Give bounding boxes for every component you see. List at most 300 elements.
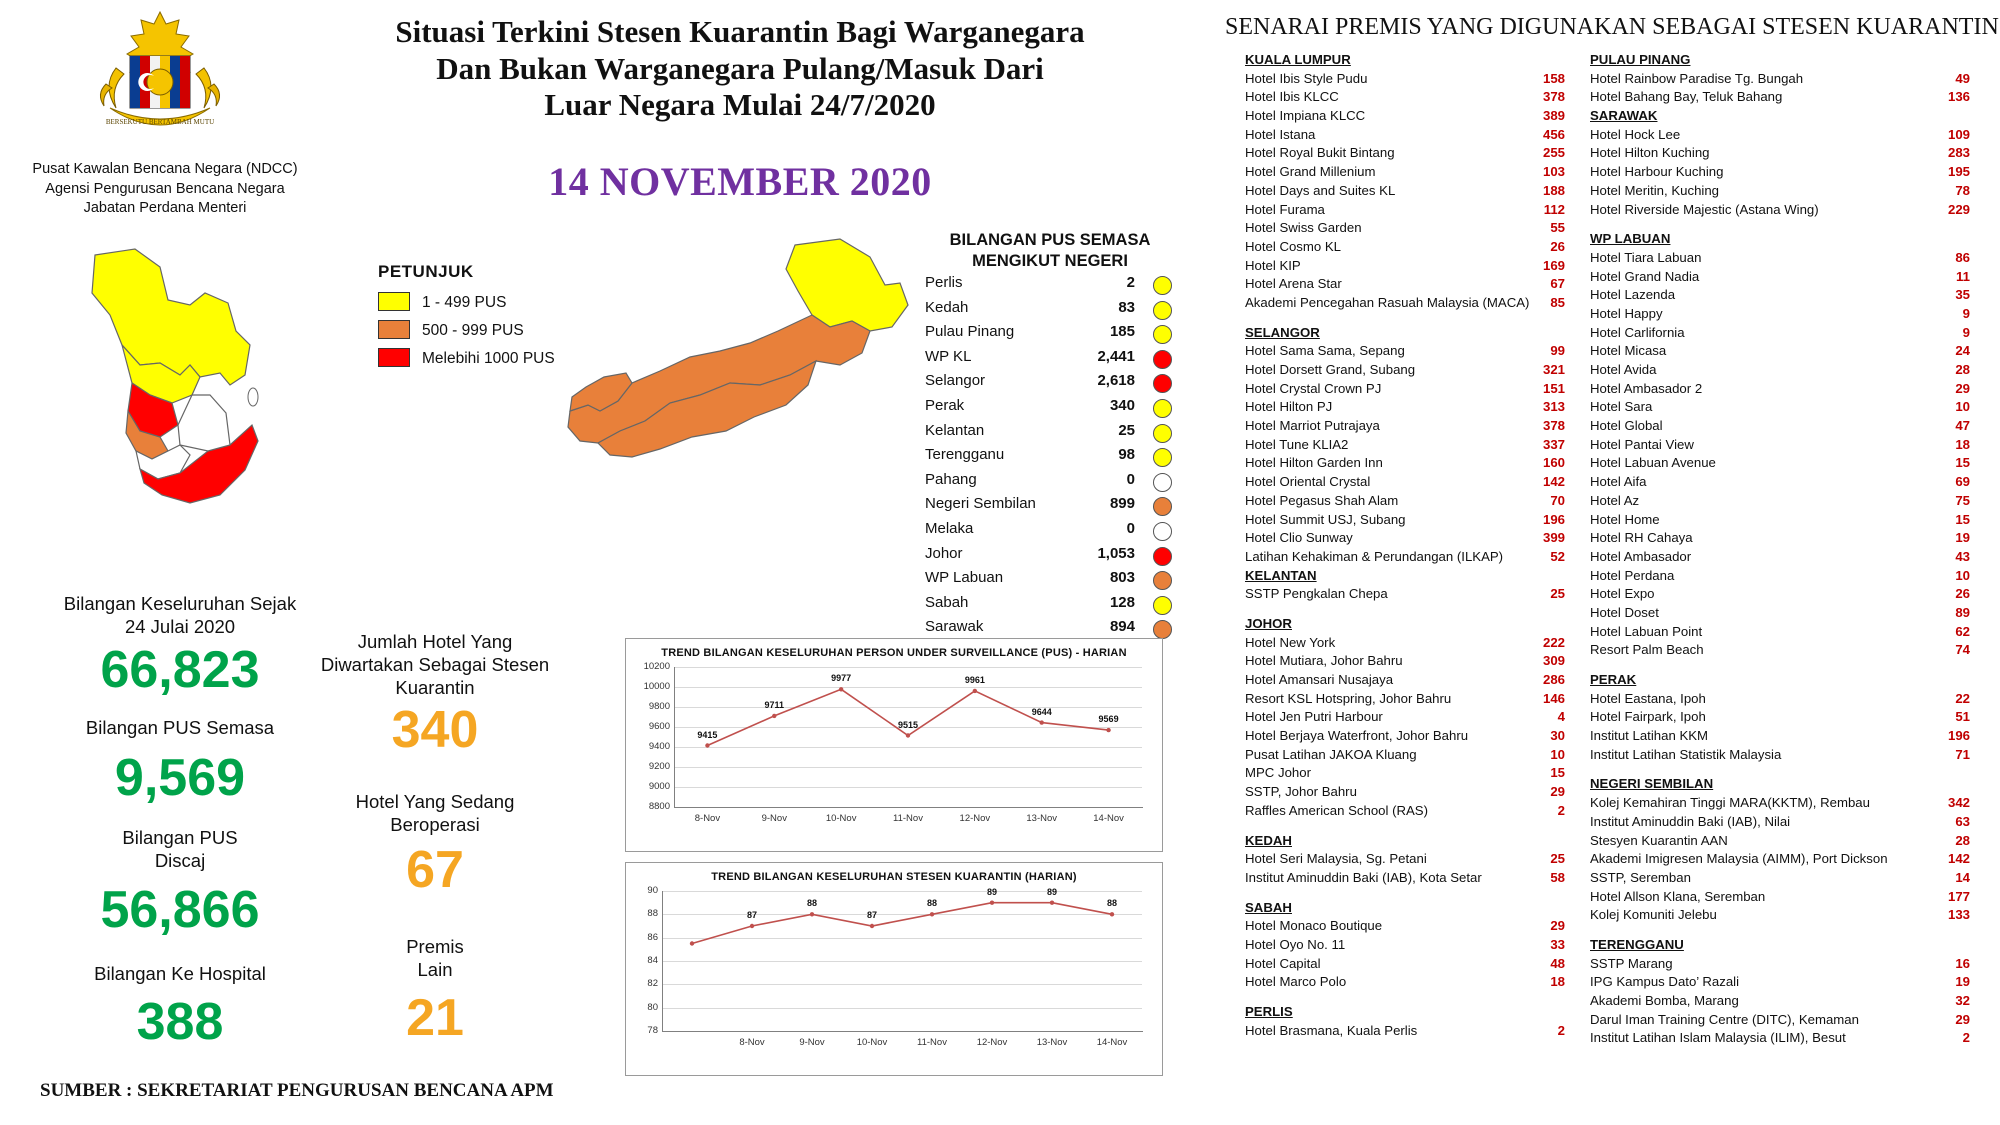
premises-name: Hotel Berjaya Waterfront, Johor Bahru — [1245, 728, 1469, 744]
chart-y-tick: 10200 — [643, 661, 670, 672]
chart-x-tick: 12-Nov — [976, 1037, 1008, 1048]
premises-count: 89 — [1955, 604, 1970, 620]
premises-row — [1590, 993, 1980, 1012]
premises-count: 222 — [1542, 634, 1565, 650]
premises-name: Hotel Impiana KLCC — [1245, 108, 1366, 124]
premises-count: 286 — [1542, 672, 1565, 687]
premises-row — [1590, 287, 1980, 306]
premises-name: Hotel Summit USJ, Subang — [1245, 511, 1406, 527]
premises-count: 399 — [1542, 530, 1565, 546]
pus-state-row — [925, 444, 1185, 469]
legend-label-2: Melebihi 1000 PUS — [422, 350, 555, 367]
premises-row — [1245, 71, 1575, 90]
premises-name: Kolej Komuniti Jelebu — [1590, 907, 1717, 923]
pus-state-value: 2,441 — [1097, 347, 1135, 365]
hotel-stat-label-0: Jumlah Hotel Yang Diwartakan Sebagai Stesen Kuarantin — [320, 631, 550, 699]
legend-label-0: 1 - 499 PUS — [422, 294, 507, 311]
premises-name: Hotel Az — [1590, 492, 1640, 508]
premises-row — [1590, 89, 1980, 108]
premises-count: 177 — [1947, 888, 1970, 904]
legend-swatch-0 — [378, 292, 410, 311]
pus-state-value: 0 — [1126, 519, 1135, 537]
premises-count: 22 — [1955, 690, 1970, 706]
premises-name: Institut Latihan Islam Malaysia (ILIM), Besut — [1590, 1030, 1846, 1046]
premises-row — [1590, 269, 1980, 288]
premises-count: 18 — [1550, 974, 1565, 990]
premises-count: 62 — [1955, 623, 1970, 639]
pus-title-line-1: BILANGAN PUS SEMASA — [949, 231, 1151, 249]
legend-swatch-1 — [378, 320, 410, 339]
premises-row — [1245, 220, 1575, 239]
premises-row — [1590, 381, 1980, 400]
pus-state-name: Pulau Pinang — [925, 323, 1015, 341]
premises-row — [1590, 71, 1980, 90]
premises-count: 48 — [1550, 955, 1565, 971]
premises-state-header: NEGERI SEMBILAN — [1590, 776, 1714, 792]
pus-by-state-table — [925, 272, 1185, 641]
legend-item-0 — [378, 292, 506, 313]
premises-count: 11 — [1956, 268, 1970, 284]
spacer — [1590, 765, 1980, 776]
chart1-title: TREND BILANGAN KESELURUHAN PERSON UNDER SURVEILLANCE (PUS) - HARIAN — [661, 647, 1127, 659]
stat-value-3: 388 — [136, 993, 224, 1051]
org-line-2: Agensi Pengurusan Bencana Negara — [45, 180, 285, 197]
pus-state-row — [925, 297, 1185, 322]
chart-point-label: 88 — [806, 898, 817, 909]
premises-name: SSTP, Johor Bahru — [1245, 784, 1357, 800]
premises-row — [1245, 362, 1575, 381]
premises-name: Hotel Perdana — [1590, 567, 1675, 583]
premises-row — [1590, 343, 1980, 362]
premises-row — [1590, 127, 1980, 146]
chart-x-tick: 11-Nov — [917, 1037, 947, 1048]
premises-row — [1590, 202, 1980, 221]
premises-row — [1245, 437, 1575, 456]
pus-state-name: Terengganu — [925, 446, 1005, 464]
premises-row — [1245, 974, 1575, 993]
premises-row — [1590, 747, 1980, 766]
premises-state-header: SABAH — [1245, 899, 1292, 915]
premises-count: 151 — [1542, 380, 1565, 396]
pus-state-color-dot — [1153, 596, 1172, 615]
pus-state-row — [925, 370, 1185, 395]
premises-row — [1590, 530, 1980, 549]
premises-row — [1245, 672, 1575, 691]
chart-x-tick: 14-Nov — [1096, 1037, 1128, 1048]
premises-count: 70 — [1550, 492, 1565, 508]
legend-swatch-2 — [378, 348, 410, 367]
premises-state-header: PERLIS — [1245, 1004, 1293, 1019]
pus-state-color-dot — [1153, 350, 1172, 369]
pus-state-value: 803 — [1109, 569, 1135, 587]
premises-count: 10 — [1955, 399, 1970, 415]
hotel-stat-value-2: 21 — [406, 989, 464, 1047]
pus-state-row — [925, 420, 1185, 445]
premises-name: Hotel Clio Sunway — [1245, 530, 1353, 546]
chart-x-tick: 10-Nov — [856, 1037, 888, 1048]
stat-label-0: Bilangan Keseluruhan Sejak 24 Julai 2020 — [63, 593, 297, 638]
pus-state-row — [925, 543, 1185, 568]
pus-state-name: Johor — [925, 544, 963, 562]
premises-row — [1590, 624, 1980, 643]
chart-x-tick: 11-Nov — [893, 813, 923, 824]
pus-state-value: 894 — [1109, 618, 1135, 636]
premises-count: 28 — [1955, 362, 1970, 377]
premises-row — [1245, 937, 1575, 956]
pus-state-color-dot — [1153, 571, 1172, 590]
borneo-map — [540, 235, 960, 555]
premises-name: Hotel Happy — [1590, 305, 1663, 321]
premises-name: Hotel Ibis KLCC — [1245, 89, 1339, 105]
premises-count: 29 — [1955, 380, 1970, 396]
premises-name: Hotel Hock Lee — [1590, 126, 1681, 142]
premises-row — [1245, 343, 1575, 362]
chart-y-tick: 90 — [647, 885, 658, 896]
pus-state-value: 899 — [1109, 495, 1135, 513]
premises-row — [1245, 183, 1575, 202]
premises-count: 142 — [1542, 474, 1565, 490]
premises-count: 15 — [1955, 455, 1970, 471]
chart-x-tick: 14-Nov — [1093, 813, 1124, 824]
stat-value-0: 66,823 — [100, 641, 260, 699]
chart-y-tick: 9000 — [648, 781, 670, 792]
premises-count: 99 — [1550, 343, 1565, 359]
premises-name: Hotel Capital — [1245, 955, 1321, 971]
premises-row — [1590, 814, 1980, 833]
premises-name: Hotel Sama Sama, Sepang — [1245, 343, 1405, 359]
premises-row — [1245, 586, 1575, 605]
chart-y-tick: 9600 — [648, 721, 670, 732]
premises-name: Institut Aminuddin Baki (IAB), Kota Setar — [1245, 869, 1482, 885]
premises-count: 55 — [1550, 220, 1565, 236]
pus-state-value: 2,618 — [1097, 372, 1135, 390]
premises-row — [1590, 1030, 1980, 1049]
pus-state-value: 25 — [1118, 421, 1135, 439]
premises-count: 9 — [1962, 305, 1970, 321]
premises-count: 9 — [1962, 324, 1970, 340]
premises-state-header: KEDAH — [1245, 832, 1292, 848]
chart-x-tick: 9-Nov — [761, 813, 787, 824]
chart-x-tick: 12-Nov — [959, 813, 991, 824]
premises-row — [1590, 1012, 1980, 1031]
legend-title: PETUNJUK — [378, 262, 474, 281]
legend-item-1 — [378, 320, 524, 341]
premises-count: 136 — [1947, 89, 1970, 105]
premises-count: 456 — [1542, 126, 1565, 142]
premises-name: Akademi Pencegahan Rasuah Malaysia (MACA) — [1245, 294, 1530, 310]
source-text: SUMBER : SEKRETARIAT PENGURUSAN BENCANA APM — [40, 1080, 554, 1101]
premises-name: Hotel Arena Star — [1245, 276, 1342, 292]
premises-row — [1590, 418, 1980, 437]
premises-name: Hotel Mutiara, Johor Bahru — [1245, 653, 1403, 669]
premises-row — [1245, 474, 1575, 493]
premises-name: Hotel Hilton Kuching — [1590, 145, 1710, 161]
pus-state-value: 98 — [1118, 446, 1135, 464]
pus-state-value: 83 — [1118, 298, 1135, 316]
premises-name: Hotel Doset — [1590, 604, 1659, 620]
premises-row — [1590, 728, 1980, 747]
pus-state-name: Melaka — [925, 519, 974, 537]
premises-row — [1590, 455, 1980, 474]
pus-state-name: Negeri Sembilan — [925, 495, 1036, 513]
premises-count: 2 — [1557, 802, 1565, 818]
premises-count: 33 — [1550, 936, 1565, 952]
premises-count: 29 — [1550, 918, 1565, 934]
chart-stesen-harian — [625, 862, 1163, 1076]
chart-point-label: 88 — [926, 898, 937, 909]
premises-name: Resort KSL Hotspring, Johor Bahru — [1245, 690, 1452, 706]
premises-count: 69 — [1955, 474, 1970, 490]
premises-row — [1590, 889, 1980, 908]
premises-row — [1590, 795, 1980, 814]
premises-name: Hotel Carlifornia — [1590, 324, 1685, 340]
premises-count: 15 — [1955, 511, 1970, 527]
premises-row — [1590, 907, 1980, 926]
premises-row — [1590, 956, 1980, 975]
pus-state-name: Perak — [925, 396, 965, 414]
premises-row — [1245, 709, 1575, 728]
premises-name: SSTP Marang — [1590, 955, 1673, 971]
premises-name: Hotel Marco Polo — [1245, 974, 1347, 990]
premises-state-header: SELANGOR — [1245, 324, 1320, 340]
premises-count: 313 — [1542, 399, 1565, 415]
pus-state-color-dot — [1153, 325, 1172, 344]
premises-name: Hotel Sara — [1590, 399, 1653, 415]
premises-name: Stesyen Kuarantin AAN — [1590, 832, 1728, 848]
premises-row — [1245, 493, 1575, 512]
premises-count: 15 — [1550, 765, 1565, 781]
premises-row — [1590, 709, 1980, 728]
premises-count: 63 — [1955, 813, 1970, 829]
pus-state-color-dot — [1153, 473, 1172, 492]
premises-count: 29 — [1550, 784, 1565, 800]
premises-row — [1590, 325, 1980, 344]
premises-name: MPC Johor — [1245, 765, 1311, 781]
premises-name: Hotel Tune KLIA2 — [1245, 436, 1349, 452]
chart-y-tick: 80 — [647, 1001, 658, 1013]
hotel-stat-label-2: Premis Lain — [406, 936, 464, 981]
premises-name: Hotel Ambasador — [1590, 548, 1692, 564]
premises-name: Hotel Bahang Bay, Teluk Bahang — [1590, 89, 1783, 105]
premises-name: Darul Iman Training Centre (DITC), Kemaman — [1590, 1011, 1859, 1027]
premises-name: Hotel Grand Millenium — [1245, 164, 1376, 180]
premises-row — [1245, 89, 1575, 108]
premises-name: Institut Aminuddin Baki (IAB), Nilai — [1590, 813, 1791, 829]
pus-title-line-2: MENGIKUT NEGERI — [972, 251, 1128, 270]
premises-name: Hotel Ambasador 2 — [1590, 380, 1703, 396]
premises-count: 342 — [1947, 795, 1970, 811]
pus-state-color-dot — [1153, 399, 1172, 418]
chart-y-tick: 82 — [647, 978, 658, 990]
premises-row — [1245, 803, 1575, 822]
premises-name: Hotel Meritin, Kuching — [1590, 182, 1720, 198]
premises-row — [1590, 691, 1980, 710]
pus-state-color-dot — [1153, 424, 1172, 443]
title-line-2: Dan Bukan Warganegara Pulang/Masuk Dari — [436, 50, 1044, 86]
premises-row — [1590, 399, 1980, 418]
premises-count: 28 — [1955, 832, 1970, 848]
premises-count: 74 — [1955, 642, 1970, 658]
premises-row — [1245, 108, 1575, 127]
premises-count: 32 — [1955, 993, 1970, 1008]
hotel-stat-value-0: 340 — [391, 701, 479, 759]
chart-point-label: 9569 — [1098, 714, 1119, 725]
page-title — [300, 14, 1180, 124]
premises-row — [1590, 183, 1980, 202]
spacer — [1590, 661, 1980, 672]
premises-count: 86 — [1955, 249, 1970, 265]
premises-name: Latihan Kehakiman & Perundangan (ILKAP) — [1245, 548, 1504, 564]
premises-count: 337 — [1542, 436, 1565, 452]
pus-state-color-dot — [1153, 620, 1172, 639]
chart-x-tick: 9-Nov — [799, 1037, 825, 1048]
premises-name: Hotel Home — [1590, 511, 1660, 527]
premises-count: 16 — [1955, 955, 1970, 971]
premises-name: Hotel Dorsett Grand, Subang — [1245, 362, 1416, 377]
premises-count: 389 — [1542, 108, 1565, 124]
premises-count: 112 — [1543, 201, 1565, 217]
premises-count: 2 — [1557, 1022, 1565, 1038]
pus-state-value: 2 — [1126, 274, 1135, 291]
premises-name: Hotel Pantai View — [1590, 436, 1694, 452]
premises-row — [1245, 381, 1575, 400]
pus-state-color-dot — [1153, 522, 1172, 541]
premises-count: 35 — [1955, 287, 1970, 303]
chart-y-tick: 86 — [647, 931, 658, 943]
premises-count: 85 — [1550, 294, 1565, 310]
legend-label-1: 500 - 999 PUS — [422, 322, 524, 339]
pus-state-value: 185 — [1109, 323, 1135, 341]
chart-point-label: 87 — [866, 910, 877, 920]
premises-name: Hotel Tiara Labuan — [1590, 249, 1702, 265]
premises-count: 18 — [1955, 436, 1970, 452]
premises-name: Hotel Crystal Crown PJ — [1245, 380, 1382, 396]
chart-x-tick: 13-Nov — [1036, 1037, 1068, 1048]
chart-point-label: 87 — [746, 910, 757, 920]
premises-count: 29 — [1955, 1011, 1970, 1027]
premises-name: SSTP, Seremban — [1590, 869, 1691, 885]
pus-state-value: 0 — [1126, 470, 1135, 488]
svg-text:BERSEKUTU BERTAMBAH MUTU: BERSEKUTU BERTAMBAH MUTU — [105, 118, 215, 126]
premises-name: Hotel Oyo No. 11 — [1245, 936, 1346, 952]
chart-point-label: 9515 — [897, 719, 919, 730]
premises-name: Hotel Global — [1590, 418, 1663, 434]
chart-series — [626, 863, 1162, 1075]
pus-state-row — [925, 321, 1185, 346]
premises-count: 52 — [1550, 548, 1565, 564]
premises-name: Hotel Micasa — [1590, 343, 1667, 359]
pus-state-name: Pahang — [925, 470, 977, 488]
chart-series — [626, 639, 1162, 851]
premises-count: 49 — [1955, 70, 1970, 86]
report-date: 14 NOVEMBER 2020 — [548, 159, 932, 204]
premises-row — [1590, 974, 1980, 993]
pus-state-value: 128 — [1109, 593, 1135, 611]
premises-name: Hotel Grand Nadia — [1590, 268, 1700, 284]
spacer — [1590, 220, 1980, 231]
premises-count: 378 — [1542, 418, 1565, 434]
spacer — [1245, 605, 1575, 616]
premises-count: 25 — [1550, 586, 1565, 602]
premises-row — [1590, 362, 1980, 381]
premises-count: 71 — [1955, 746, 1970, 762]
premises-count: 109 — [1947, 126, 1970, 142]
chart-y-tick: 9200 — [648, 761, 670, 772]
pus-state-row — [925, 469, 1185, 494]
premises-name: Hotel Jen Putri Harbour — [1245, 709, 1383, 725]
premises-name: Hotel Hilton Garden Inn — [1245, 455, 1383, 471]
premises-row — [1245, 295, 1575, 314]
premises-row — [1245, 202, 1575, 221]
premises-row — [1245, 765, 1575, 784]
premises-name: Hotel Eastana, Ipoh — [1590, 690, 1706, 706]
org-line-1: Pusat Kawalan Bencana Negara (NDCC) — [32, 161, 298, 177]
chart-point-label: 89 — [986, 886, 997, 897]
premises-name: Hotel Lazenda — [1590, 287, 1676, 303]
premises-name: Hotel Expo — [1590, 586, 1655, 602]
premises-name: Hotel Marriot Putrajaya — [1245, 418, 1380, 434]
premises-name: Hotel Labuan Avenue — [1590, 455, 1716, 471]
pus-state-name: WP KL — [925, 347, 972, 365]
premises-row — [1590, 851, 1980, 870]
pus-state-color-dot — [1153, 301, 1172, 320]
pus-state-row — [925, 592, 1185, 617]
premises-count: 2 — [1962, 1030, 1970, 1046]
premises-row — [1590, 306, 1980, 325]
stat-label-2: Bilangan PUS Discaj — [122, 827, 238, 872]
spacer — [1245, 822, 1575, 833]
premises-count: 43 — [1955, 548, 1970, 564]
stat-label-3: Bilangan Ke Hospital — [94, 963, 266, 984]
premises-name: Kolej Kemahiran Tinggi MARA(KKTM), Rembau — [1590, 795, 1870, 811]
premises-name: Hotel KIP — [1245, 257, 1301, 273]
premises-count: 10 — [1955, 567, 1970, 583]
premises-name: Akademi Imigresen Malaysia (AIMM), Port Dickson — [1590, 851, 1888, 867]
spacer — [1245, 993, 1575, 1004]
pus-state-name: WP Labuan — [925, 569, 1004, 587]
premises-name: Hotel Furama — [1245, 201, 1325, 217]
premises-name: Hotel Amansari Nusajaya — [1245, 672, 1394, 687]
pus-state-name: Sarawak — [925, 618, 984, 636]
spacer — [1245, 314, 1575, 325]
chart-x-tick: 13-Nov — [1026, 813, 1058, 824]
national-crest-icon — [80, 8, 240, 148]
premises-name: Akademi Bomba, Marang — [1590, 993, 1739, 1008]
chart-x-tick: 8-Nov — [694, 813, 721, 824]
premises-name: Hotel Avida — [1590, 362, 1657, 377]
stat-label-1: Bilangan PUS Semasa — [85, 717, 275, 738]
premises-state-header: PULAU PINANG — [1590, 52, 1691, 67]
pus-state-name: Selangor — [925, 372, 986, 390]
premises-name: Hotel New York — [1245, 634, 1336, 650]
pus-state-name: Sabah — [925, 593, 969, 611]
premises-count: 169 — [1542, 257, 1565, 273]
premises-name: Institut Latihan KKM — [1590, 728, 1709, 744]
pus-state-color-dot — [1153, 374, 1172, 393]
chart-point-label: 9961 — [964, 674, 985, 685]
pus-state-row — [925, 272, 1185, 297]
premises-name: Hotel Istana — [1245, 126, 1316, 142]
premises-count: 14 — [1955, 869, 1970, 885]
premises-state-header: WP LABUAN — [1590, 231, 1671, 247]
hotel-stat-value-1: 67 — [406, 841, 464, 899]
premises-count: 283 — [1947, 145, 1970, 161]
premises-state-header: SARAWAK — [1590, 108, 1658, 124]
premises-count: 133 — [1947, 907, 1970, 923]
premises-row — [1245, 276, 1575, 295]
pus-state-value: 340 — [1109, 396, 1135, 414]
org-line-3: Jabatan Perdana Menteri — [83, 200, 247, 217]
